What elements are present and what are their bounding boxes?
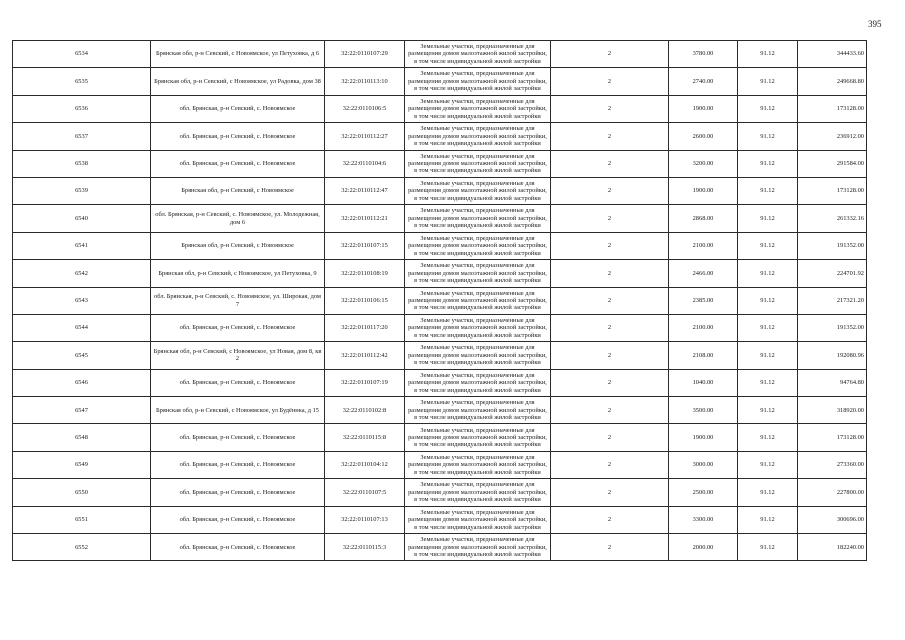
cell-cadastral-value: 192080.96 xyxy=(798,342,867,369)
cell-cadastral-value: 173128.00 xyxy=(798,95,867,122)
cell-group: 2 xyxy=(551,506,669,533)
cell-address: Брянская обл, р-н Севский, с Новоямское, ул Петуховка, д 6 xyxy=(151,41,325,68)
cell-land-category: Земельные участки, предназначенные для размещения домов малоэтажной жилой застройки, в том числе индивидуальной жилой застройки xyxy=(405,534,551,561)
cell-group: 2 xyxy=(551,342,669,369)
cell-cadastral-value: 344433.60 xyxy=(798,41,867,68)
cell-cadastral-value: 300696.00 xyxy=(798,506,867,533)
cell-area: 2600.00 xyxy=(669,123,738,150)
cell-cadastral-number: 32:22:0110104:6 xyxy=(325,150,405,177)
cell-id: 6547 xyxy=(13,397,151,424)
cell-address: обл. Брянская, р-н Севский, с. Новоямское xyxy=(151,424,325,451)
cell-cadastral-number: 32:22:0110107:19 xyxy=(325,369,405,396)
table-row xyxy=(13,150,867,177)
table-row xyxy=(13,41,867,68)
cell-cadastral-number: 32:22:0110102:8 xyxy=(325,397,405,424)
cell-area: 2868.00 xyxy=(669,205,738,232)
cell-cadastral-number: 32:22:0110106:15 xyxy=(325,287,405,314)
registry-body xyxy=(13,41,867,561)
cell-address: обл. Брянская, р-н Севский, с. Новоямское xyxy=(151,123,325,150)
cell-group: 2 xyxy=(551,451,669,478)
table-row xyxy=(13,342,867,369)
cell-cadastral-value: 173128.00 xyxy=(798,177,867,204)
cell-area: 2385.00 xyxy=(669,287,738,314)
cell-id: 6538 xyxy=(13,150,151,177)
cell-cadastral-value: 227800.00 xyxy=(798,479,867,506)
cell-rate: 91.12 xyxy=(738,205,798,232)
cell-address: обл. Брянская, р-н Севский, с. Новоямское xyxy=(151,534,325,561)
table-row xyxy=(13,123,867,150)
cell-area: 2740.00 xyxy=(669,68,738,95)
table-row xyxy=(13,287,867,314)
cell-cadastral-number: 32:22:0110112:42 xyxy=(325,342,405,369)
cell-area: 1900.00 xyxy=(669,95,738,122)
cell-address: обл. Брянская, р-н Севский, с. Новоямское, ул. Молодежная, дом 6 xyxy=(151,205,325,232)
cell-cadastral-number: 32:22:0110106:5 xyxy=(325,95,405,122)
cell-land-category: Земельные участки, предназначенные для размещения домов малоэтажной жилой застройки, в том числе индивидуальной жилой застройки xyxy=(405,287,551,314)
cell-land-category: Земельные участки, предназначенные для размещения домов малоэтажной жилой застройки, в том числе индивидуальной жилой застройки xyxy=(405,397,551,424)
cell-cadastral-number: 32:22:0110115:8 xyxy=(325,424,405,451)
cell-cadastral-number: 32:22:0110107:15 xyxy=(325,232,405,259)
cell-group: 2 xyxy=(551,177,669,204)
cell-rate: 91.12 xyxy=(738,397,798,424)
table-row xyxy=(13,397,867,424)
cell-rate: 91.12 xyxy=(738,424,798,451)
cell-id: 6537 xyxy=(13,123,151,150)
cell-cadastral-number: 32:22:0110112:21 xyxy=(325,205,405,232)
cell-group: 2 xyxy=(551,150,669,177)
cell-cadastral-number: 32:22:0110104:12 xyxy=(325,451,405,478)
table-row xyxy=(13,95,867,122)
table-row xyxy=(13,260,867,287)
cell-id: 6551 xyxy=(13,506,151,533)
cell-land-category: Земельные участки, предназначенные для размещения домов малоэтажной жилой застройки, в том числе индивидуальной жилой застройки xyxy=(405,232,551,259)
table-row xyxy=(13,534,867,561)
cell-rate: 91.12 xyxy=(738,369,798,396)
cell-group: 2 xyxy=(551,424,669,451)
cell-cadastral-value: 291584.00 xyxy=(798,150,867,177)
cell-land-category: Земельные участки, предназначенные для размещения домов малоэтажной жилой застройки, в том числе индивидуальной жилой застройки xyxy=(405,123,551,150)
cell-group: 2 xyxy=(551,232,669,259)
cell-cadastral-value: 173128.00 xyxy=(798,424,867,451)
land-registry-table xyxy=(12,40,867,561)
cell-land-category: Земельные участки, предназначенные для размещения домов малоэтажной жилой застройки, в том числе индивидуальной жилой застройки xyxy=(405,479,551,506)
cell-cadastral-value: 318920.00 xyxy=(798,397,867,424)
cell-id: 6552 xyxy=(13,534,151,561)
cell-area: 2100.00 xyxy=(669,314,738,341)
cell-rate: 91.12 xyxy=(738,479,798,506)
cell-land-category: Земельные участки, предназначенные для размещения домов малоэтажной жилой застройки, в том числе индивидуальной жилой застройки xyxy=(405,68,551,95)
cell-cadastral-number: 32:22:0110112:27 xyxy=(325,123,405,150)
cell-group: 2 xyxy=(551,314,669,341)
cell-rate: 91.12 xyxy=(738,68,798,95)
cell-rate: 91.12 xyxy=(738,123,798,150)
cell-rate: 91.12 xyxy=(738,150,798,177)
cell-address: обл. Брянская, р-н Севский, с. Новоямское xyxy=(151,451,325,478)
cell-id: 6544 xyxy=(13,314,151,341)
cell-group: 2 xyxy=(551,397,669,424)
cell-id: 6542 xyxy=(13,260,151,287)
cell-rate: 91.12 xyxy=(738,260,798,287)
cell-cadastral-number: 32:22:0110107:13 xyxy=(325,506,405,533)
cell-group: 2 xyxy=(551,95,669,122)
cell-address: Брянская обл, р-н Севский, с Новоямское, ул Радовка, дом 38 xyxy=(151,68,325,95)
cell-id: 6539 xyxy=(13,177,151,204)
cell-id: 6545 xyxy=(13,342,151,369)
cell-cadastral-value: 191352.00 xyxy=(798,314,867,341)
cell-address: обл. Брянская, р-н Севский, с. Новоямское xyxy=(151,369,325,396)
cell-area: 3200.00 xyxy=(669,150,738,177)
cell-id: 6543 xyxy=(13,287,151,314)
cell-area: 2466.00 xyxy=(669,260,738,287)
cell-area: 2000.00 xyxy=(669,534,738,561)
cell-id: 6541 xyxy=(13,232,151,259)
table-row xyxy=(13,314,867,341)
cell-land-category: Земельные участки, предназначенные для размещения домов малоэтажной жилой застройки, в том числе индивидуальной жилой застройки xyxy=(405,451,551,478)
cell-land-category: Земельные участки, предназначенные для размещения домов малоэтажной жилой застройки, в том числе индивидуальной жилой застройки xyxy=(405,205,551,232)
cell-area: 2108.00 xyxy=(669,342,738,369)
cell-cadastral-number: 32:22:0110108:19 xyxy=(325,260,405,287)
cell-cadastral-number: 32:22:0110107:29 xyxy=(325,41,405,68)
cell-address: обл. Брянская, р-н Севский, с. Новоямское, ул. Широкая, дом 7 xyxy=(151,287,325,314)
cell-cadastral-number: 32:22:0110117:20 xyxy=(325,314,405,341)
page-number: 395 xyxy=(868,19,882,29)
cell-cadastral-number: 32:22:0110112:47 xyxy=(325,177,405,204)
cell-id: 6540 xyxy=(13,205,151,232)
cell-group: 2 xyxy=(551,205,669,232)
table-row xyxy=(13,369,867,396)
cell-group: 2 xyxy=(551,287,669,314)
cell-cadastral-value: 217321.20 xyxy=(798,287,867,314)
cell-id: 6535 xyxy=(13,68,151,95)
cell-land-category: Земельные участки, предназначенные для размещения домов малоэтажной жилой застройки, в том числе индивидуальной жилой застройки xyxy=(405,41,551,68)
cell-land-category: Земельные участки, предназначенные для размещения домов малоэтажной жилой застройки, в том числе индивидуальной жилой застройки xyxy=(405,506,551,533)
cell-address: обл. Брянская, р-н Севский, с. Новоямское xyxy=(151,479,325,506)
cell-id: 6548 xyxy=(13,424,151,451)
cell-address: Брянская обл, р-н Севский, с Новоямское, ул Петуховка, 9 xyxy=(151,260,325,287)
cell-group: 2 xyxy=(551,41,669,68)
cell-cadastral-value: 236912.00 xyxy=(798,123,867,150)
table-row xyxy=(13,479,867,506)
cell-rate: 91.12 xyxy=(738,506,798,533)
cell-rate: 91.12 xyxy=(738,314,798,341)
cell-area: 1900.00 xyxy=(669,424,738,451)
cell-cadastral-value: 94764.80 xyxy=(798,369,867,396)
cell-group: 2 xyxy=(551,68,669,95)
cell-cadastral-value: 273360.00 xyxy=(798,451,867,478)
cell-area: 3000.00 xyxy=(669,451,738,478)
cell-group: 2 xyxy=(551,534,669,561)
cell-cadastral-value: 224701.92 xyxy=(798,260,867,287)
cell-rate: 91.12 xyxy=(738,287,798,314)
cell-land-category: Земельные участки, предназначенные для размещения домов малоэтажной жилой застройки, в том числе индивидуальной жилой застройки xyxy=(405,95,551,122)
cell-land-category: Земельные участки, предназначенные для размещения домов малоэтажной жилой застройки, в том числе индивидуальной жилой застройки xyxy=(405,369,551,396)
cell-group: 2 xyxy=(551,479,669,506)
cell-id: 6536 xyxy=(13,95,151,122)
cell-cadastral-value: 191352.00 xyxy=(798,232,867,259)
cell-rate: 91.12 xyxy=(738,177,798,204)
table-row xyxy=(13,506,867,533)
cell-address: Брянская обл, р-н Севский, с Новоямское, ул Будённка, д 15 xyxy=(151,397,325,424)
cell-address: Брянская обл, р-н Севский, с Новоямское, ул Новая, дом 8, кв 2 xyxy=(151,342,325,369)
cell-cadastral-number: 32:22:0110113:10 xyxy=(325,68,405,95)
cell-land-category: Земельные участки, предназначенные для размещения домов малоэтажной жилой застройки, в том числе индивидуальной жилой застройки xyxy=(405,177,551,204)
cell-area: 1040.00 xyxy=(669,369,738,396)
cell-address: обл. Брянская, р-н Севский, с. Новоямское xyxy=(151,314,325,341)
cell-address: обл. Брянская, р-н Севский, с. Новоямское xyxy=(151,95,325,122)
cell-cadastral-value: 261332.16 xyxy=(798,205,867,232)
cell-address: обл. Брянская, р-н Севский, с. Новоямское xyxy=(151,506,325,533)
table-row xyxy=(13,424,867,451)
cell-id: 6534 xyxy=(13,41,151,68)
cell-area: 1900.00 xyxy=(669,177,738,204)
cell-id: 6546 xyxy=(13,369,151,396)
cell-land-category: Земельные участки, предназначенные для размещения домов малоэтажной жилой застройки, в том числе индивидуальной жилой застройки xyxy=(405,314,551,341)
cell-area: 3300.00 xyxy=(669,506,738,533)
cell-rate: 91.12 xyxy=(738,41,798,68)
cell-cadastral-value: 182240.00 xyxy=(798,534,867,561)
cell-group: 2 xyxy=(551,369,669,396)
cell-address: Брянская обл, р-н Севский, с Новоямское xyxy=(151,177,325,204)
cell-group: 2 xyxy=(551,123,669,150)
cell-address: Брянская обл, р-н Севский, с Новоямское xyxy=(151,232,325,259)
table-row xyxy=(13,451,867,478)
cell-rate: 91.12 xyxy=(738,95,798,122)
cell-land-category: Земельные участки, предназначенные для размещения домов малоэтажной жилой застройки, в том числе индивидуальной жилой застройки xyxy=(405,260,551,287)
cell-id: 6550 xyxy=(13,479,151,506)
cell-land-category: Земельные участки, предназначенные для размещения домов малоэтажной жилой застройки, в том числе индивидуальной жилой застройки xyxy=(405,342,551,369)
cell-cadastral-number: 32:22:0110115:3 xyxy=(325,534,405,561)
table-row xyxy=(13,177,867,204)
cell-area: 3780.00 xyxy=(669,41,738,68)
cell-rate: 91.12 xyxy=(738,534,798,561)
table-row xyxy=(13,205,867,232)
cell-id: 6549 xyxy=(13,451,151,478)
cell-land-category: Земельные участки, предназначенные для размещения домов малоэтажной жилой застройки, в том числе индивидуальной жилой застройки xyxy=(405,150,551,177)
cell-area: 3500.00 xyxy=(669,397,738,424)
cell-group: 2 xyxy=(551,260,669,287)
table-row xyxy=(13,232,867,259)
cell-area: 2500.00 xyxy=(669,479,738,506)
cell-cadastral-value: 249668.80 xyxy=(798,68,867,95)
cell-address: обл. Брянская, р-н Севский, с. Новоямское xyxy=(151,150,325,177)
cell-cadastral-number: 32:22:0110107:5 xyxy=(325,479,405,506)
cell-rate: 91.12 xyxy=(738,342,798,369)
table-row xyxy=(13,68,867,95)
cell-rate: 91.12 xyxy=(738,232,798,259)
cell-rate: 91.12 xyxy=(738,451,798,478)
cell-area: 2100.00 xyxy=(669,232,738,259)
cell-land-category: Земельные участки, предназначенные для размещения домов малоэтажной жилой застройки, в том числе индивидуальной жилой застройки xyxy=(405,424,551,451)
